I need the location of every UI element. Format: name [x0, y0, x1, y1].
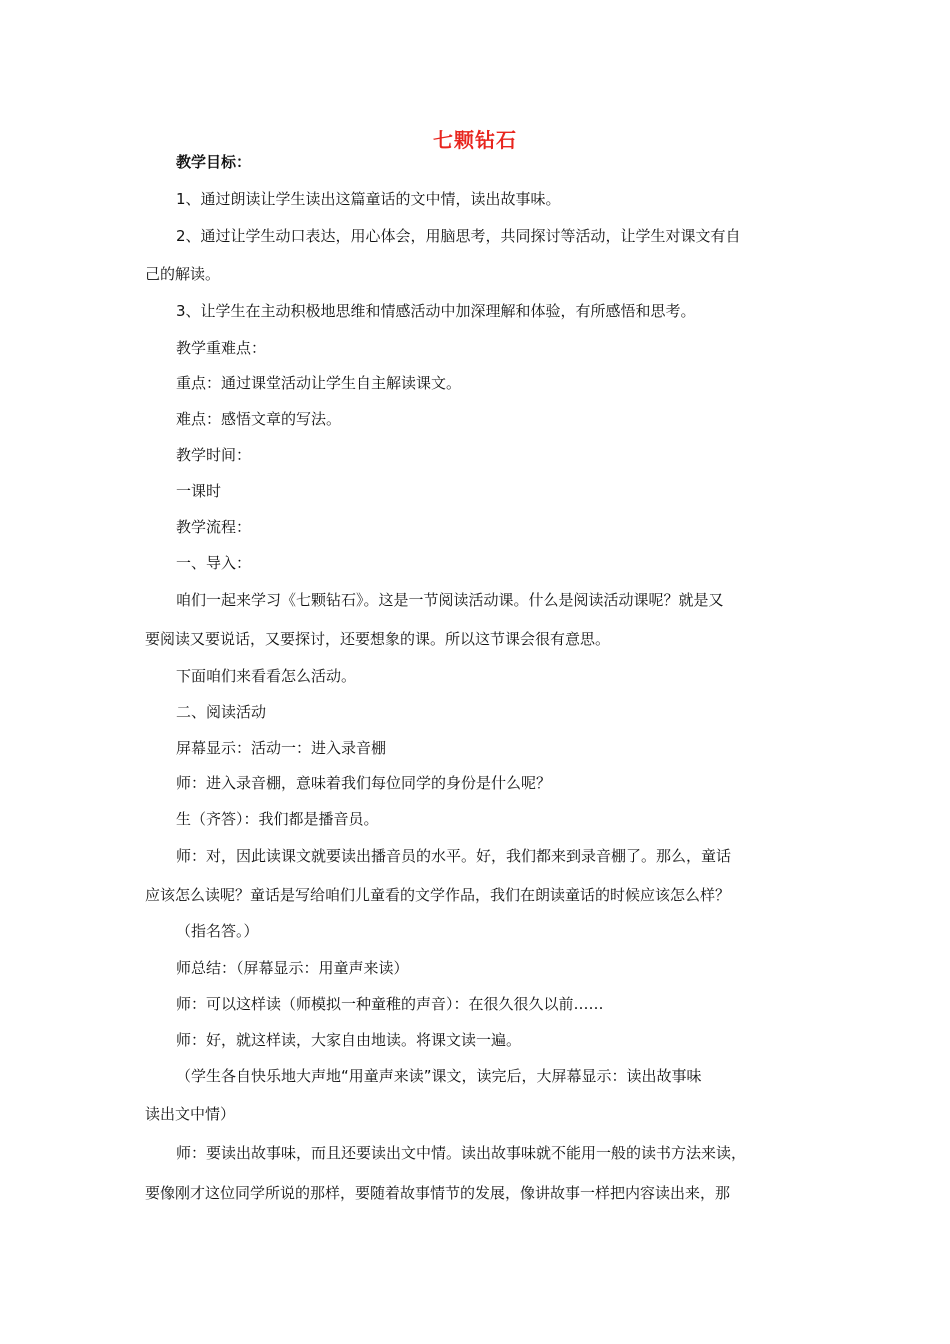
document-title: 七颗钻石 [433, 128, 517, 152]
heading-teaching-goals: 教学目标： [176, 153, 252, 171]
paragraph-line: 1、通过朗读让学生读出这篇童话的文中情，读出故事味。 [176, 190, 561, 208]
section-heading: 一、导入： [176, 554, 252, 572]
paragraph-line: 下面咱们来看看怎么活动。 [176, 667, 357, 685]
paragraph-line: 屏幕显示：活动一：进入录音棚 [176, 739, 387, 757]
heading-teaching-time: 教学时间： [176, 446, 252, 464]
paragraph-line: 师总结：（屏幕显示：用童声来读） [176, 959, 409, 977]
paragraph-line: 生（齐答）：我们都是播音员。 [176, 810, 379, 828]
paragraph-line: 师：进入录音棚，意味着我们每位同学的身份是什么呢？ [176, 774, 552, 792]
section-heading: 二、阅读活动 [176, 703, 267, 721]
paragraph-line: （指名答。） [176, 922, 259, 940]
paragraph-line: 师：对，因此读课文就要读出播音员的水平。好，我们都来到录音棚了。那么，童话 [176, 847, 732, 865]
paragraph-line: 师：可以这样读（师模拟一种童稚的声音）：在很久很久以前…… [176, 995, 604, 1013]
paragraph-line: 2、通过让学生动口表达，用心体会，用脑思考，共同探讨等活动，让学生对课文有自 [176, 227, 741, 245]
paragraph-line: 师：好，就这样读，大家自由地读。将课文读一遍。 [176, 1031, 522, 1049]
paragraph-line: 要阅读又要说话，又要探讨，还要想象的课。所以这节课会很有意思。 [145, 630, 611, 648]
paragraph-line: 3、让学生在主动积极地思维和情感活动中加深理解和体验，有所感悟和思考。 [176, 302, 696, 320]
paragraph-line: 咱们一起来学习《七颗钻石》。这是一节阅读活动课。什么是阅读活动课呢？就是又 [176, 591, 724, 609]
paragraph-line: 读出文中情） [145, 1105, 236, 1123]
paragraph-line: 要像刚才这位同学所说的那样，要随着故事情节的发展，像讲故事一样把内容读出来，那 [145, 1184, 731, 1202]
paragraph-line: （学生各自快乐地大声地“用童声来读”课文，读完后，大屏幕显示：读出故事味 [176, 1067, 702, 1085]
heading-teaching-process: 教学流程： [176, 518, 252, 536]
heading-key-points: 教学重难点： [176, 339, 267, 357]
paragraph-line: 应该怎么读呢？童话是写给咱们儿童看的文学作品，我们在朗读童话的时候应该怎么样？ [145, 886, 731, 904]
paragraph-line: 己的解读。 [145, 265, 221, 283]
paragraph-line: 重点：通过课堂活动让学生自主解读课文。 [176, 374, 462, 392]
paragraph-line: 一课时 [176, 482, 222, 500]
paragraph-line: 师：要读出故事味，而且还要读出文中情。读出故事味就不能用一般的读书方法来读， [176, 1144, 747, 1162]
paragraph-line: 难点：感悟文章的写法。 [176, 410, 342, 428]
